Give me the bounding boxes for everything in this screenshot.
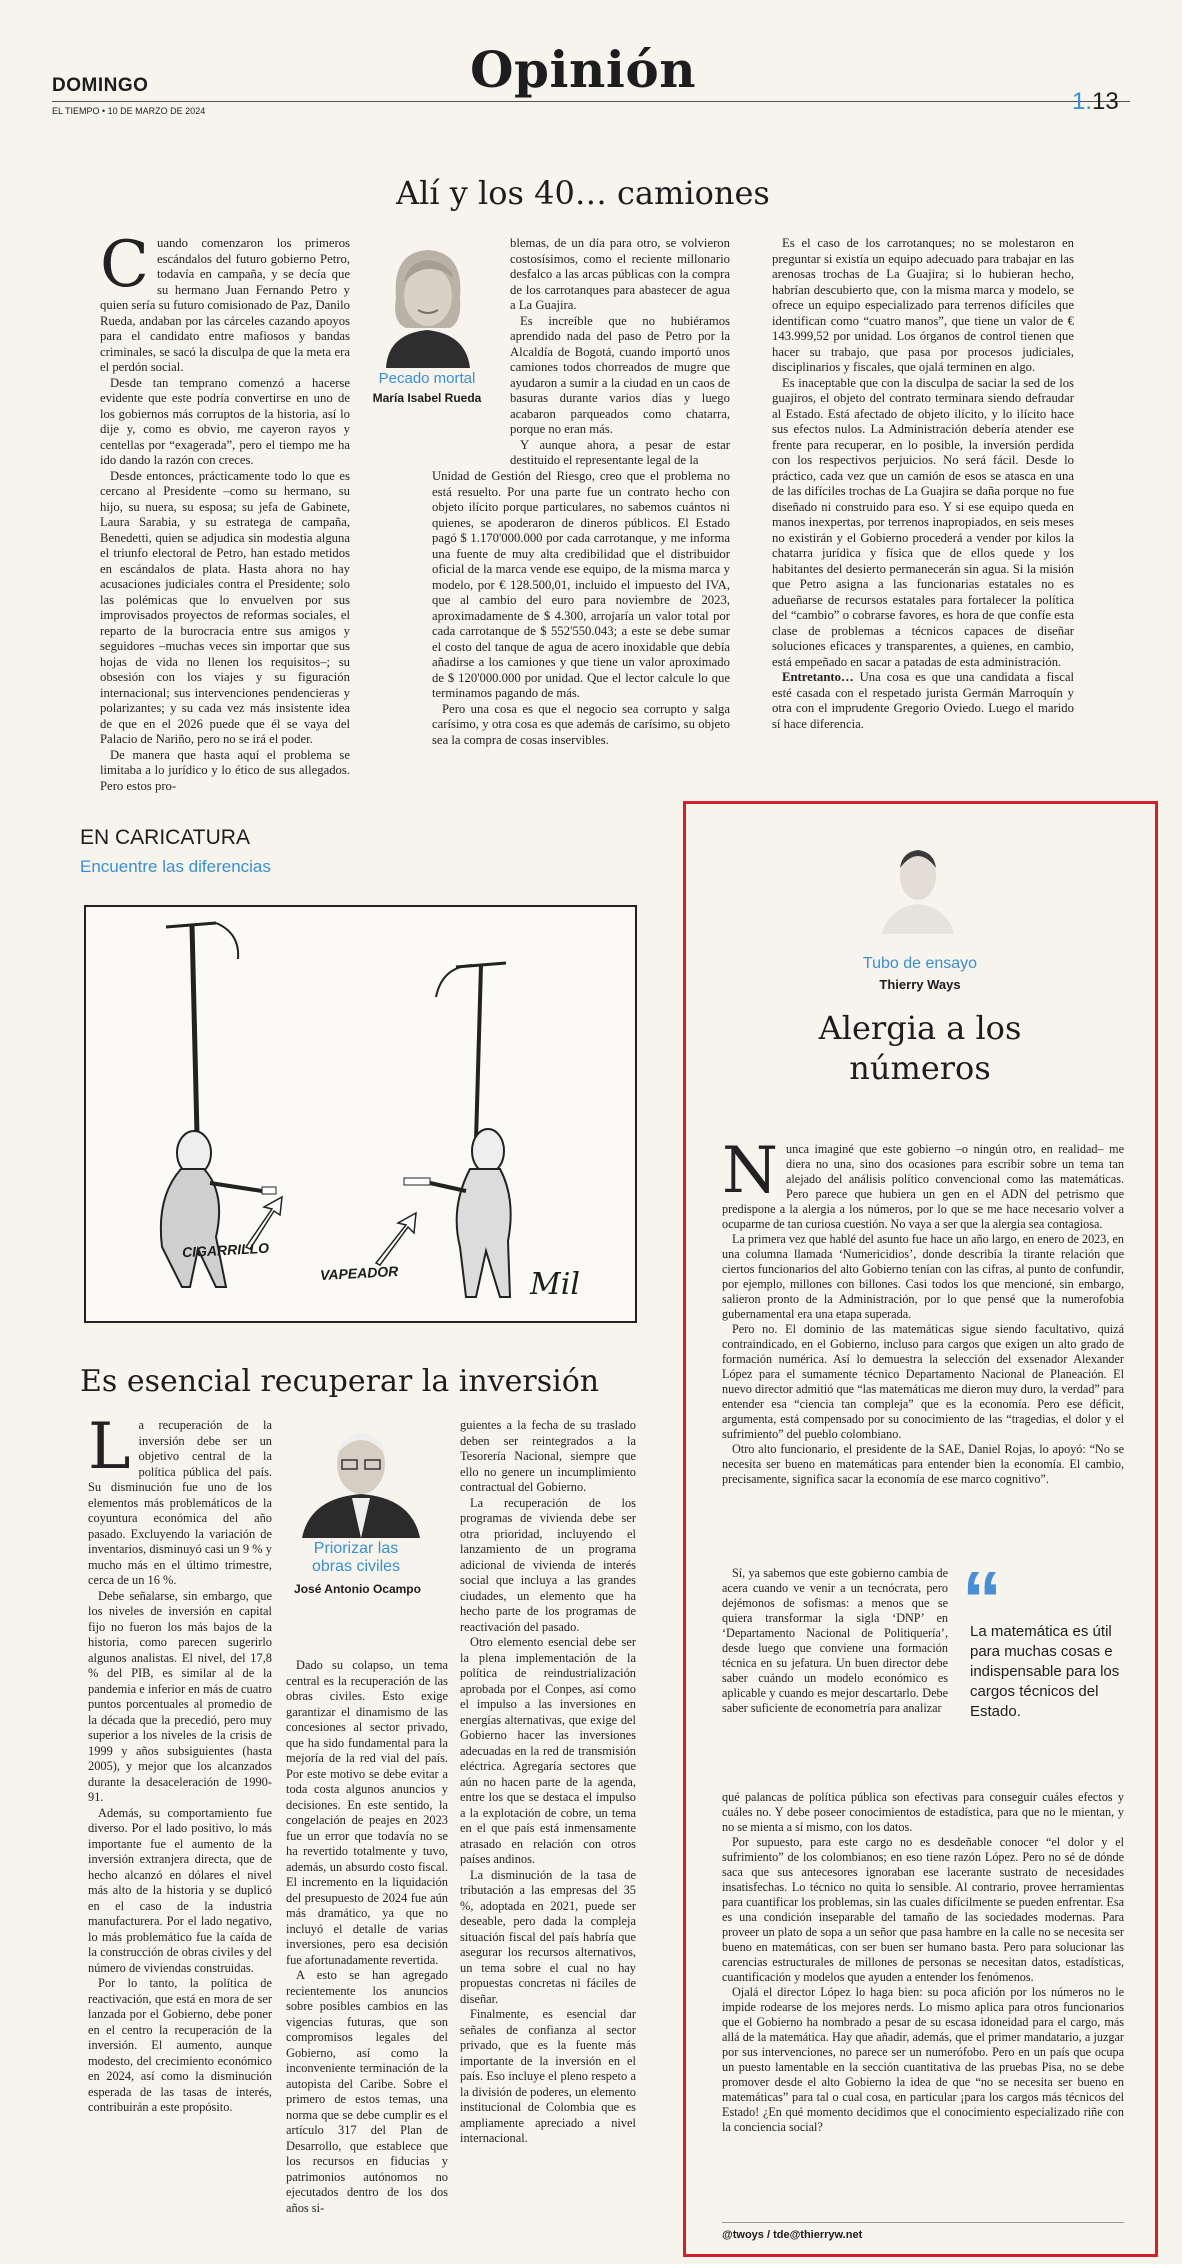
editorial-author-photo (292, 1420, 430, 1538)
page-num: 13 (1092, 88, 1119, 115)
dropcap: C (100, 228, 149, 302)
editorial-col2 (286, 1658, 448, 2216)
paragraph: Pero no. El dominio de las matemáticas sigue siendo facultativo, quizá contraindicado, en el Gobierno, incluso para cargos que exigen un alto grado de formación numérica. Así lo demuestra la selección del exsenador Alexander López para el sumamente técnico Departamento Nacional de Planeación. El nuevo director admitió que “las matemáticas me dieron muy duro, la verdad” para entender esa “ciencia tan compleja” que es la economía. Pero ese déficit, argumenta, está compensado por su conocimiento de las “tragedias, el dolor y el sufrimiento” del pueblo colombiano. (722, 1322, 1124, 1441)
paragraph: Es increíble que no hubiéramos aprendido nada del paso de Petro por la Alcaldía de Bogotá, cuando importó unos camiones todos chorreados de mugre que ayudaron a sumir a la ciudad en un caos de basuras durante varios días y luego acabaron parqueados como chatarra, porque no eran más. (510, 313, 730, 436)
sidebar-body-bottom (722, 1790, 1124, 2135)
section-title: Opinión (470, 40, 697, 99)
paragraph: Otro alto funcionario, el presidente de la SAE, Daniel Rojas, lo apoyó: “No se necesita ser bueno en matemáticas para entender bien la economía. El cambio, precisamente, significa sacar la economía de ese marco cognitivo”. (722, 1442, 1124, 1486)
cartoon-label-left: CIGARRILLO (181, 1239, 270, 1261)
paragraph: Finalmente, es esencial dar señales de confianza al sector privado, que es la fuente más importante de la inversión en el país. Eso incluye el pleno respeto a la división de poderes, un elemento institucional de Colombia que es ampliamente apreciado a nivel internacional. (460, 2007, 636, 2145)
paragraph: uando comenzaron los primeros escándalos del futuro gobierno Petro, todavía en campaña, y se decía que su hermano Juan Fernando Petro y quien sería su futuro comisionado de Paz, Danilo Rueda, andaban por las cárceles cazando apoyos para el candidato entre mafiosos y bandas criminales, se sacó la disculpa de que la meta era el perdón social. (100, 236, 350, 374)
editorial-author-illustration (292, 1420, 430, 1538)
paragraph: La recuperación de los programas de vivienda debe ser otra prioridad, incluyendo el lanzamiento de un programa adicional de vivienda de interés social que incluya a las grandes ciudades, un elemento que ha hecho parte de los programas de reactivación del pasado. (460, 1495, 636, 1634)
paragraph: Unidad de Gestión del Riesgo, creo que el problema no está resuelto. Por una parte fue un contrato hecho con objeto ilícito porque particulares, no sabemos cuántos ni quienes, se apoderaron de dineros públicos. El Estado pagó $ 1.170'000.000 por cada carrotanque, y me informa una fuente de muy alta credibilidad que el distribuidor oficial de la marca vende ese equipo, de la misma marca y modelo, por € 128.500,01, incluido el impuesto del IVA, que al cambio del euro para noviembre de 2023, aproximadamente de $ 4.300, arrojaría un valor total por cada carrotanque de $ 552'550.043; a este se debe sumar el costo del tanque de agua de acero inoxidable que debía añadirse a los camiones y que tiene un valor aproximado de $ 120'000.000 por unidad. Que el lector calcule lo que terminamos pagando de más. (432, 469, 730, 700)
sidebar-contact: @twoys / tde@thierryw.net (722, 2229, 863, 2241)
cartoon-panel (84, 905, 637, 1323)
cartoon-subtitle: Encuentre las diferencias (80, 857, 271, 876)
cartoon-kicker: EN CARICATURA (80, 826, 250, 849)
paragraph: a recuperación de la inversión debe ser un objetivo central de la política pública del país. Su disminución fue uno de los elementos más problemáticos de la coyuntura económica del año pasado. Excluyendo la variación de inventarios, disminuyó casi un 9 % y mucho más en el último trimestre, cerca de un 16 %. (88, 1418, 272, 1587)
editorial-col3 (460, 1418, 636, 2147)
paragraph: Desde entonces, prácticamente todo lo que es cercano al Presidente –como su hermano, su hijo, su nuera, su esposa; su jefa de Gabinete, Laura Sarabia, y su estratega de campaña, Benedetti, quien se adjudica sin modestia alguna el triunfo electoral de Petro, han estado metidos en escándalos de plata. Hasta ahora no hay acusaciones judiciales contra el Presidente; solo las polémicas que lo envuelven por sus improvisados proyectos de reformas sociales, el reparto de la burocracia entre sus amigos y seguidores –muchas veces sin importar que sus hojas de vida no llenen los requisitos–; su obsesión con los viajes y su figuración internacional; sus intervenciones pendencieras y polarizantes; y su cada vez más insistente idea de que en el 2026 puede que él se vaya del Palacio de Nariño, pero no se irá el poder. (100, 468, 350, 746)
paragraph: Es inaceptable que con la disculpa de saciar la sed de los guajiros, el objeto del contrato terminara siendo defraudar al Estado. Está afectado de objeto ilícito, y lo ilícito hace sus efectos nulos. La Administración debería atender ese frente para recuperar, en lo posible, la inversión perdida con los respectivos perjuicios. No será fácil. Desde lo práctico, cada vez que un camión de esos se atasca en una de las difíciles trochas de La Guajira se daña porque no fue diseñado ni construido para eso. Y si ese equipo queda en manos inexpertas, por terrenos inapropiados, en seis meses no existirán y el Gobierno procederá a vender por kilos la chatarra jurídica y física que de ellos quede y los habitantes del desierto permanecerán sin agua. Si la misión que Petro asigna a las funcionarias estatales no es adueñarse de recursos estatales para fortalecer la política del “cambio” o cobrarse favores, es hora de que confíe esta clase de problemas a técnicos capaces de diseñar soluciones eficaces y transparentes, a quienes, en cambio, está empeñado en sacar a patadas de esta administración. (772, 375, 1074, 669)
editorial-column-name: Priorizar las obras civiles (311, 1540, 401, 1575)
sidebar-author-photo (876, 834, 960, 934)
paragraph: Otro elemento esencial debe ser la plena implementación de la política de reindustrialización aprobada por el Conpes, así como el impulso a las inversiones en energías alternativas, que exige del Gobierno hacer las inversiones adecuadas en la red de transmisión eléctrica. Agregaría sectores que aún no hacen parte de la agenda, entre los que se destaca el impulso a la explotación de cobre, un tema en el que país está inmensamente atrasado en relación con otros países andinos. (460, 1635, 636, 1866)
paragraph: qué palancas de política pública son efectivas para conseguir cuáles efectos y cuáles no. Y debe poseer conocimientos de estadística, para que no le mientan, y no se mienta a sí mismo, con los datos. (722, 1790, 1124, 1834)
paragraph: guientes a la fecha de su traslado deben ser reintegrados a la Tesorería Nacional, siempre que ello no genere un incumplimiento contractual del Gobierno. (460, 1418, 636, 1494)
pull-quote: La matemática es útil para muchas cosas e indispensable para los cargos técnicos del Estado. (970, 1623, 1120, 1720)
paragraph: La primera vez que hablé del asunto fue hace un año largo, en enero de 2023, en una columna llamada ‘Numericidios’, donde describía la tirante relación que ciertos funcionarios del alto Gobierno tenían con las cifras, al punto de confundir, por ejemplo, millones con billones. Casi todos los que mencioné, sin embargo, salieron pronto de la Administración, por lo que pensé que la numerofobia gubernamental era una etapa superada. (722, 1232, 1124, 1321)
pull-quote-mark: “ (962, 1555, 1002, 1644)
sidebar-title-line2: números (849, 1049, 991, 1087)
article1-col2-bottom (432, 469, 730, 748)
sidebar-title-line1: Alergia a los (818, 1009, 1022, 1047)
sidebar-contact-rule (722, 2222, 1124, 2223)
dropcap: N (722, 1134, 778, 1208)
paragraph: unca imaginé que este gobierno –o ningún otro, en realidad– me diera no una, sino dos ocasiones para escribir sobre un tema tan alejado del análisis político convencional como las matemáticas. Pero parece que hubiera un gen en el ADN del petrismo que predispone a la alergia a los números, por lo que se me hace necesario volver a ocuparme de tan curiosa cuestión. No vaya a ser que la alergia sea contagiosa. (722, 1142, 1124, 1231)
paragraph: Pero una cosa es que el negocio sea corrupto y salga carísimo, y otra cosa es que además de carísimo, su objeto sea la compra de cosas inservibles. (432, 701, 730, 747)
paragraph: Además, su comportamiento fue diverso. Por el lado positivo, lo más importante fue el aumento de la inversión extranjera directa, que de hecho alcanzó en dólares el nivel más alto de la historia y se duplicó en el caso de la industria manufacturera. Por el lado negativo, lo más problemático fue la caída de la construcción de obras civiles y del número de viviendas construidas. (88, 1805, 272, 1975)
cartoon-label-right: VAPEADOR (319, 1262, 399, 1284)
author-photo (366, 238, 488, 368)
final-lead: Entretanto… (782, 670, 854, 684)
article1-col2-top (510, 236, 730, 469)
article1-col1 (100, 228, 350, 794)
sidebar-body-narrow (722, 1566, 948, 1716)
final-text: Una cosa es que una candidata a fiscal esté casada con el respetado jurista Germán Marroquín y otra con el imprudente Gregorio Oviedo. Luego el marido sí hace diferencia. (772, 670, 1074, 731)
dropcap: L (88, 1410, 131, 1484)
author-name: María Isabel Rueda (372, 391, 482, 405)
paragraph: Por lo tanto, la política de reactivación, que está en mora de ser lanzada por el Gobierno, debe poner en el centro la recuperación de la inversión. El aumento, aunque modesto, del crecimiento económico en 2024, así como la disminución esperada de las tasas de interés, contribuirán a este propósito. (88, 1976, 272, 2114)
page-number (1072, 88, 1119, 116)
paragraph: Ojalá el director López lo haga bien: su poca afición por los números no le impide rodearse de los mejores nerds. Lo mismo aplica para otros funcionarios que el Gobierno ha nombrado a pesar de su escasa idoneidad para el cargo, más allá de la matemática. Hay que añadir, además, que el primer mandatario, a juzgar por sus intervenciones, no parece ser un numerófobo. Pero en un país que ocupa un puesto lamentable en la sección cuantitativa de las pruebas Pisa, no se debe promover desde el alto Gobierno la idea de que “no se necesita ser bueno en matemáticas” para tal o cual cosa, en particular ¡para los cargos más técnicos del Estado! ¿En qué momento decidimos que el conocimiento especializado riñe con la conciencia social? (722, 1985, 1124, 2134)
page-prefix: 1. (1072, 88, 1093, 115)
paragraph: La disminución de la tasa de tributación a las empresas del 35 %, adoptada en 2021, puede ser deseable, pero dada la compleja situación fiscal del país habría que asegurar los recursos alternativos, un tema sobre el cual no hay propuestas concretas ni fáciles de diseñar. (460, 1867, 636, 2006)
paragraph: Sí, ya sabemos que este gobierno cambia de acera cuando ve venir a un tecnócrata, pero dejémonos de sofismas: a menos que se quiera transformar la sigla ‘DNP’ en ‘Departamento Nacional de Politiquería’, desde luego que conviene una formación técnica en su jefatura. Un buen director debe saber cuándo un modelo económico es aplicable y cuando es mejor descartarlo. Debe saber suficiente de econometría para analizar (722, 1566, 948, 1715)
paragraph: blemas, de un día para otro, se volvieron costosísimos, como el reciente millonario desfalco a las arcas públicas con la compra de los carrotanques para abastecer de agua a La Guajira. (510, 236, 730, 312)
sidebar-title (720, 1008, 1120, 1088)
paragraph: Y aunque ahora, a pesar de estar destituido el representante legal de la (510, 437, 730, 467)
editorial-title: Es esencial recuperar la inversión (80, 1364, 600, 1399)
sidebar-column-name: Tubo de ensayo (862, 955, 978, 972)
author-photo-illustration (366, 238, 488, 368)
sidebar-body-top (722, 1134, 1124, 1487)
paragraph: Dado su colapso, un tema central es la recuperación de las obras civiles. Esto exige garantizar el dinamismo de las concesiones al sector privado, que ha sido fundamental para la mejoría de la red vial del país. Por este motivo se debe evitar a toda costa algunos anuncios y decisiones. En este sentido, la congelación de peajes en 2023 fue un error que todavía no se ha revertido totalmente y tuvo, además, un absurdo costo fiscal. El incremento en la liquidación del presupuesto de 2024 fue aún más dramático, ya que no incluyó el detalle de varias inversiones, pero esa decisión fue afortunadamente revertida. (286, 1658, 448, 1967)
article-title: Alí y los 40… camiones (396, 174, 770, 212)
paragraph: A esto se han agregado recientemente los anuncios sobre posibles cambios en las vigencias futuras, que son compromisos legales del Gobierno, así como la inconveniente terminación de la autopista del Caribe. Sobre el primero de estos temas, una norma que se debe cumplir es el artículo 317 del Plan de Desarrollo, que establece que los recursos en fiducias y patrimonios autónomos no ejecutados dentro de los dos años si- (286, 1968, 448, 2215)
article1-col3 (772, 236, 1074, 732)
masthead-rule (52, 101, 1130, 102)
paragraph: Desde tan temprano comenzó a hacerse evidente que este podría convertirse en uno de los gobiernos más corruptos de la historia, así lo dije y, como es obvio, me cayeron rayos y centellas por “exagerada”, pero el tiempo me ha ido dando la razón con creces. (100, 375, 350, 467)
paper-date: EL TIEMPO • 10 DE MARZO DE 2024 (52, 106, 206, 116)
column-name: Pecado mortal (378, 370, 476, 387)
paragraph: Es el caso de los carrotanques; no se molestaron en preguntar si existía un equipo adecuado para trabajar en las arenosas trochas de La Guajira; si lo hubieran hecho, habrían descubierto que, con la misma marca y modelo, se ofrece un equipo especializado para terrenos difíciles que identifican como “cuatro manos”, que tiene un valor de € 143.999,52 por unidad. Los órganos de control tienen que hacer su trabajo, que pasa por procesos judiciales, disciplinarios y fiscales, que ojalá terminen en algo. (772, 236, 1074, 374)
cartoon-drawing (86, 907, 635, 1321)
sidebar-author: Thierry Ways (879, 977, 961, 992)
editorial-author: José Antonio Ocampo (294, 1582, 421, 1596)
paragraph: Debe señalarse, sin embargo, que los niveles de inversión en capital fijo no fueron los más bajos de la historia, como parecen sugerirlo algunos analistas. El nivel, del 17,8 % del PIB, es similar al de la pandemia e inferior en más de cuatro puntos porcentuales al promedio de la década que la precedió, pero muy superior a los niveles de la crisis de 1999 y años subsiguientes (hasta 2005), y mejor que los alcanzados durante la desaceleración de 1990-91. (88, 1588, 272, 1804)
day-label: DOMINGO (52, 75, 149, 96)
paragraph: Por supuesto, para este cargo no es desdeñable conocer “el dolor y el sufrimiento” de los colombianos; en eso tiene razón López. Pero no sé de dónde saca que sus antecesores ignoraban ese lacerante sustrato de necesidades insatisfechas. Lo técnico no quita lo sensible. Al contrario, provee herramientas para cuantificar los problemas, sin las cuales difícilmente se pueden enfrentar. Esa es una condición inseparable del tamaño de las sociedades modernas. Para proveer un plato de sopa a un señor que pasa hambre en la calle no se necesita ser bueno en matemáticas, con ser buen ser humano basta. Pero para solucionar las carencias estructurales de millones de personas se necesitan datos, estadísticas, cuantificación y modelos que ayuden a entender los fenómenos. (722, 1835, 1124, 1984)
paragraph: De manera que hasta aquí el problema se limitaba a lo jurídico y lo ético de sus allegados. Pero estos pro- (100, 747, 350, 793)
editorial-col1 (88, 1410, 272, 2116)
cartoonist-signature: Mil (530, 1267, 580, 1302)
sidebar-author-illustration (876, 834, 960, 934)
